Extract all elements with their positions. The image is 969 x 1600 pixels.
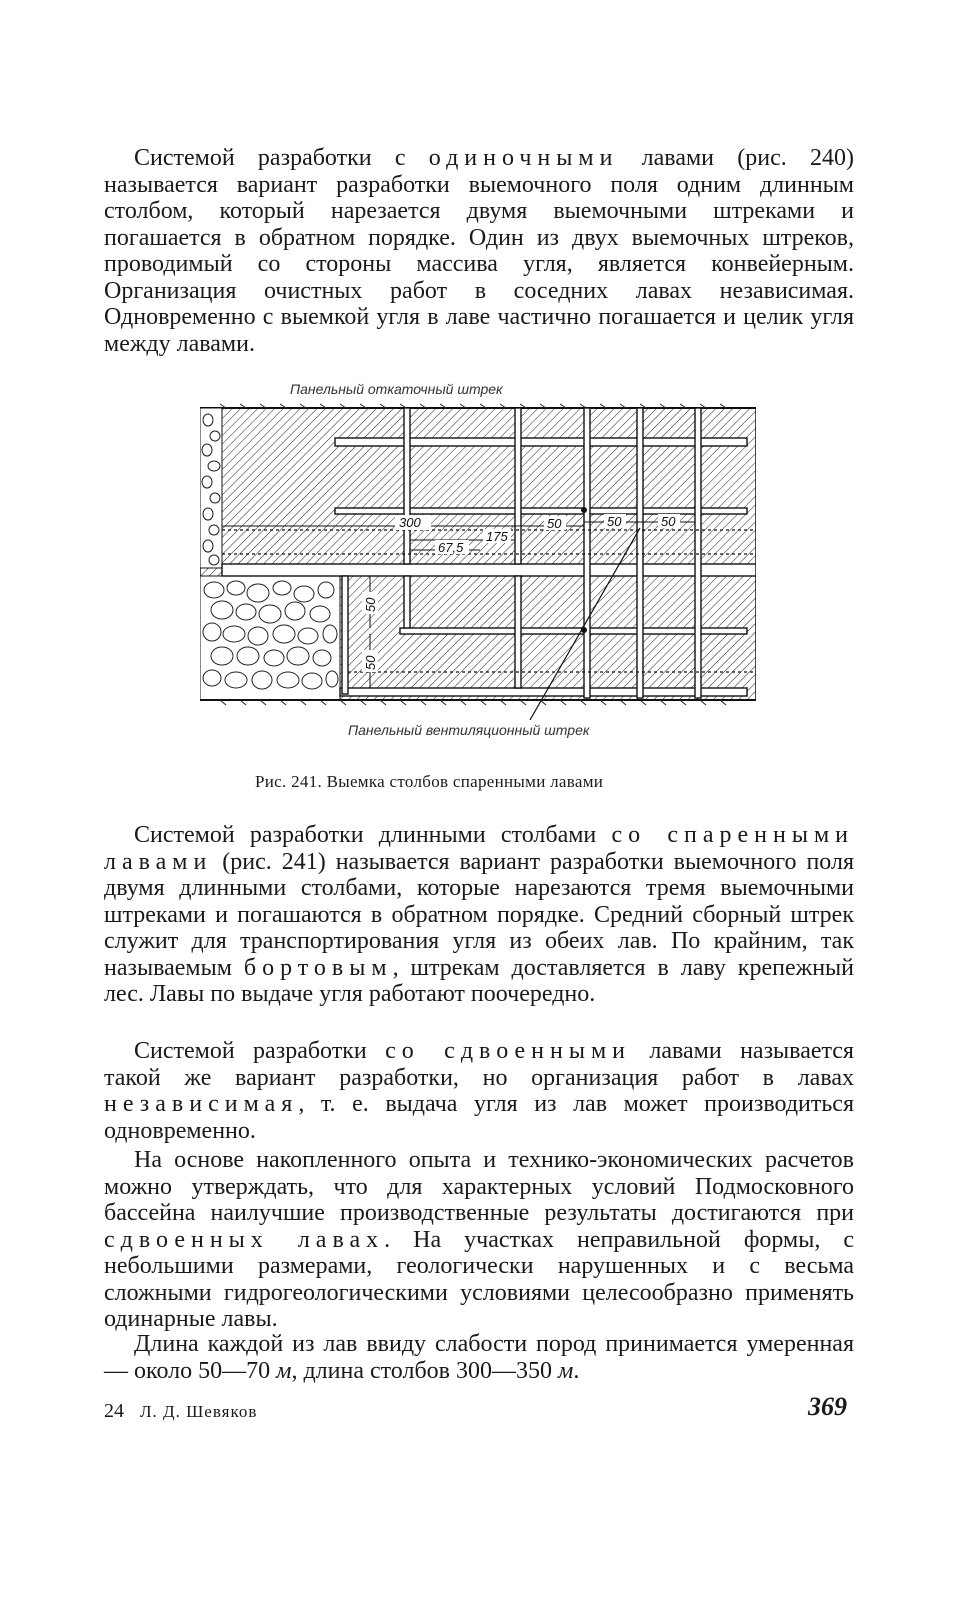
text-run: Длина каждой из лав ввиду слабости пород принимается умеренная — около 50—70 bbox=[104, 1331, 854, 1384]
roadway-upper bbox=[335, 508, 747, 514]
footer-signature bbox=[104, 1400, 257, 1423]
dim-50-b: 50 bbox=[607, 514, 622, 529]
text-run: , штрекам доставляется в лаву крепежный лес. Лавы по выдаче угля работают поочередно. bbox=[104, 954, 855, 1007]
text-run: (рис. 241) называется вариант разработки выемочного поля двумя длинными столбами, которые нарезаются тремя выемочными штреками и погашаются в обратном порядке. Средний сборный штрек служит для транспортирования угля из обеих лав. По крайним, так называемым bbox=[104, 848, 854, 981]
junction-point-1 bbox=[581, 627, 587, 633]
junction-point-2 bbox=[581, 507, 587, 513]
crosscut-5 bbox=[695, 408, 701, 698]
spaced-term: бортовым bbox=[243, 954, 393, 981]
figure-bottom-label: Панельный вентиляционный штрек bbox=[348, 722, 590, 738]
crosscut-3 bbox=[584, 408, 590, 698]
text-run: , длина столбов 300—350 bbox=[291, 1357, 558, 1384]
mine-layout-diagram bbox=[200, 398, 756, 720]
dim-50-c: 50 bbox=[661, 514, 676, 529]
crosscut-8 bbox=[515, 576, 521, 688]
paragraph-single-faces bbox=[104, 145, 854, 357]
crosscut-2 bbox=[515, 408, 521, 564]
unit: м bbox=[558, 1357, 574, 1384]
dim-vertical-50-b: 50 bbox=[363, 655, 378, 670]
unit: м bbox=[276, 1357, 292, 1384]
spaced-term: со спаренными лавами bbox=[104, 822, 854, 875]
signature-number: 24 bbox=[104, 1400, 124, 1422]
spaced-term: сдвоенных лавах bbox=[104, 1226, 385, 1253]
crosscut-1 bbox=[404, 408, 410, 564]
text-run: Системой разработки длинными столбами bbox=[134, 822, 612, 848]
spaced-term: независимая bbox=[104, 1091, 299, 1117]
dim-67-5: 67,5 bbox=[438, 540, 464, 555]
dim-vertical-50-a: 50 bbox=[363, 597, 378, 612]
text-run: Системой разработки с bbox=[134, 145, 429, 171]
crosscut-4 bbox=[637, 408, 643, 698]
text-run: Системой разработки bbox=[134, 1038, 386, 1064]
spaced-term: со сдвоенными bbox=[385, 1038, 631, 1064]
crosscut-6 bbox=[342, 576, 348, 694]
spaced-term: одиночными bbox=[428, 145, 619, 171]
text-run: На основе накопленного опыта и технико-экономических расчетов можно утверждать, что для характерных условий Подмосковного бассейна наилучшие производственные результаты достигаются при bbox=[104, 1147, 854, 1226]
text-run: лавами (рис. 240) называется вариант разработки выемочного поля одним длинным столбом, который нарезается двумя выемочными штреками и погашается в обратном порядке. Один из двух выемочных штреков, проводимый со стороны массива угля, является конвейерным. Организация очистных работ в соседних лавах независимая. Одновременно с выемкой угля в лаве частично погашается и целик угля между лавами. bbox=[104, 145, 854, 357]
paragraph-double-faces bbox=[104, 1038, 854, 1144]
figure-caption: Рис. 241. Выемка столбов спаренными лавами bbox=[255, 772, 604, 791]
figure-top-label: Панельный откаточный штрек bbox=[290, 381, 503, 397]
dim-50-a: 50 bbox=[547, 516, 562, 531]
text-run: . На участках неправильной формы, с небольшими размерами, геологически нарушенных и с весьма сложными гидрогеологическими условиями целесообразно применять одинарные лавы. bbox=[104, 1226, 854, 1332]
roadway-middle bbox=[222, 564, 756, 576]
paragraph-paired-faces bbox=[104, 822, 854, 1008]
text-run: лавами называется такой же вариант разработки, но организация работ в лавах bbox=[104, 1038, 854, 1091]
signature-author: Л. Д. Шевяков bbox=[140, 1402, 258, 1421]
page-number: 369 bbox=[808, 1392, 847, 1421]
paragraph-conclusion bbox=[104, 1147, 854, 1333]
dim-300: 300 bbox=[399, 515, 421, 530]
paragraph-face-length bbox=[104, 1331, 854, 1384]
text-run: , т. е. выдача угля из лав может производиться одновременно. bbox=[104, 1091, 854, 1144]
roadway-bottom bbox=[340, 688, 747, 696]
text-run: . bbox=[573, 1357, 580, 1384]
crosscut-7 bbox=[404, 576, 410, 628]
roadway-top bbox=[335, 438, 747, 446]
dim-175: 175 bbox=[486, 529, 508, 544]
